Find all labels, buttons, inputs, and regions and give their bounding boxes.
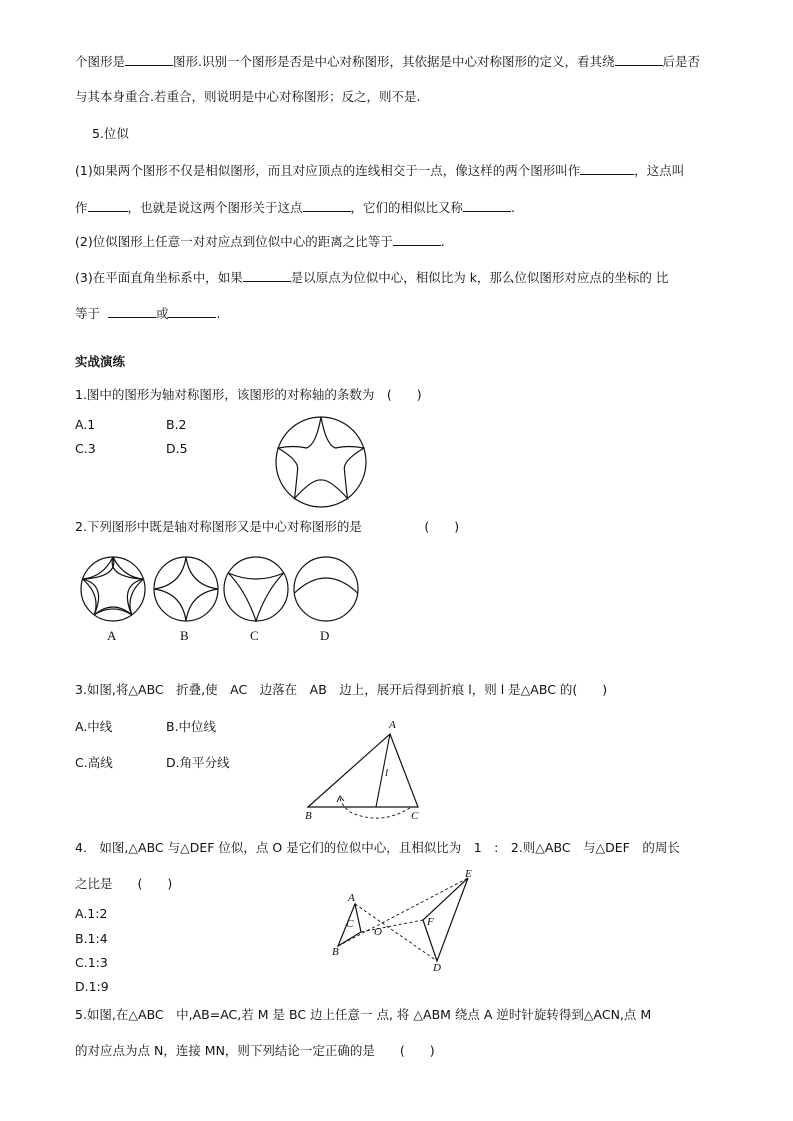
q2-label-d: D [320,628,330,643]
p1-text-b: ，这点叫 [634,163,685,178]
q3-label-b: B [305,810,312,822]
q3-option-c[interactable]: C.高线 [75,755,113,770]
answer-blank[interactable] [393,233,441,246]
q1-option-b[interactable]: B.2 [166,417,187,432]
answer-blank[interactable] [615,53,663,66]
q4-stem-2: 之比是 ( ) [75,876,173,891]
q3-label-a: A [389,719,396,731]
q1-option-a[interactable]: A.1 [75,417,96,432]
section-5-p3-line2 [75,305,220,322]
intro-text-c: 后是否 [662,54,701,69]
q2-label-b: B [180,628,189,643]
q4-label-e: E [465,868,472,880]
p3-text-d: 或 [155,306,169,321]
p1-text-d: ，也就是说这两个图形关于这点 [127,200,303,215]
answer-blank[interactable] [168,305,216,318]
q4-label-o: O [374,926,382,938]
q5-line-2: 的对应点为点 N，连接 MN，则下列结论一定正确的是 ( ) [75,1043,435,1058]
p1-text-f: . [511,200,516,215]
q3-label-c: C [411,810,419,822]
p1-text-a: (1)如果两个图形不仅是相似图形，而且对应顶点的连线相交于一点，像这样的两个图形叫作 [75,163,581,178]
q4-label-c: C [346,918,354,930]
q2-stem: 2.下列图形中既是轴对称图形又是中心对称图形的是 ( ) [75,519,460,534]
q3-option-a[interactable]: A.中线 [75,719,113,734]
answer-blank[interactable] [88,199,128,212]
q2-label-a: A [107,628,117,643]
q2-figure-d[interactable] [292,555,360,623]
q2-figure-a[interactable] [79,555,147,623]
section-5-p1-line1 [75,162,684,179]
q3-label-l: l [385,767,389,779]
q2-figure-c[interactable] [222,555,290,623]
intro-line-2 [75,89,420,105]
q4-option-d[interactable]: D.1:9 [75,979,109,994]
section-5-p2 [75,233,445,250]
p3-text-a: (3)在平面直角坐标系中，如果 [75,270,243,285]
q4-label-d: D [433,962,441,974]
q4-label-b: B [332,946,339,958]
q1-option-d[interactable]: D.5 [166,441,188,456]
p3-text-c: 等于 [75,306,101,321]
q2-label-c: C [250,628,259,643]
section-5-p3-line1 [75,269,668,286]
q4-stem: 4. 如图,△ABC 与△DEF 位似，点 O 是它们的位似中心，且相似比为 1 : 2.则△ABC 与△DEF 的周长 [75,840,680,855]
p3-text-b: 是以原点为位似中心，相似比为 k，那么位似图形对应点的坐标的 比 [290,270,669,285]
answer-blank[interactable] [580,162,634,175]
p3-text-e: . [216,306,221,321]
p2-text-a: (2)位似图形上任意一对对应点到位似中心的距离之比等于 [75,234,393,249]
answer-blank[interactable] [243,269,291,282]
q4-label-f: F [427,916,434,928]
q4-option-b[interactable]: B.1:4 [75,931,108,946]
answer-blank[interactable] [125,53,173,66]
answer-blank[interactable] [463,199,511,212]
answer-blank[interactable] [108,305,156,318]
answer-blank[interactable] [303,199,351,212]
q5-line-1: 5.如图,在△ABC 中,AB=AC,若 M 是 BC 边上任意一 点, 将 △ABM 绕点 A 逆时针旋转得到△ACN,点 M [75,1007,652,1022]
q4-option-c[interactable]: C.1:3 [75,955,108,970]
q1-option-c[interactable]: C.3 [75,441,96,456]
q4-label-a: A [348,892,355,904]
intro-text-b: 图形.识别一个图形是否是中心对称图形，其依据是中心对称图形的定义，看其绕 [173,54,615,69]
q1-stem: 1.图中的图形为轴对称图形，该图形的对称轴的条数为 ( ) [75,387,422,402]
p2-text-b: . [440,234,445,249]
q2-figure-b[interactable] [152,555,220,623]
q3-stem: 3.如图,将△ABC 折叠,使 AC 边落在 AB 边上，展开后得到折痕 l，则 l 是△ABC 的( ) [75,682,608,697]
intro-line-1 [75,53,700,70]
q1-star-circle-figure [274,415,368,509]
section-5-p1-line2 [75,199,515,216]
q3-option-d[interactable]: D.角平分线 [166,755,230,770]
practice-heading: 实战演练 [75,354,126,369]
q4-option-a[interactable]: A.1:2 [75,906,108,921]
intro-text-line2: 与其本身重合.若重合，则说明是中心对称图形；反之，则不是. [75,89,421,104]
p1-text-c: 作 [75,200,88,215]
intro-text-a: 个图形是 [75,54,126,69]
section-5-title: 5.位似 [92,126,129,141]
q3-option-b[interactable]: B.中位线 [166,719,217,734]
p1-text-e: ，它们的相似比又称 [350,200,464,215]
